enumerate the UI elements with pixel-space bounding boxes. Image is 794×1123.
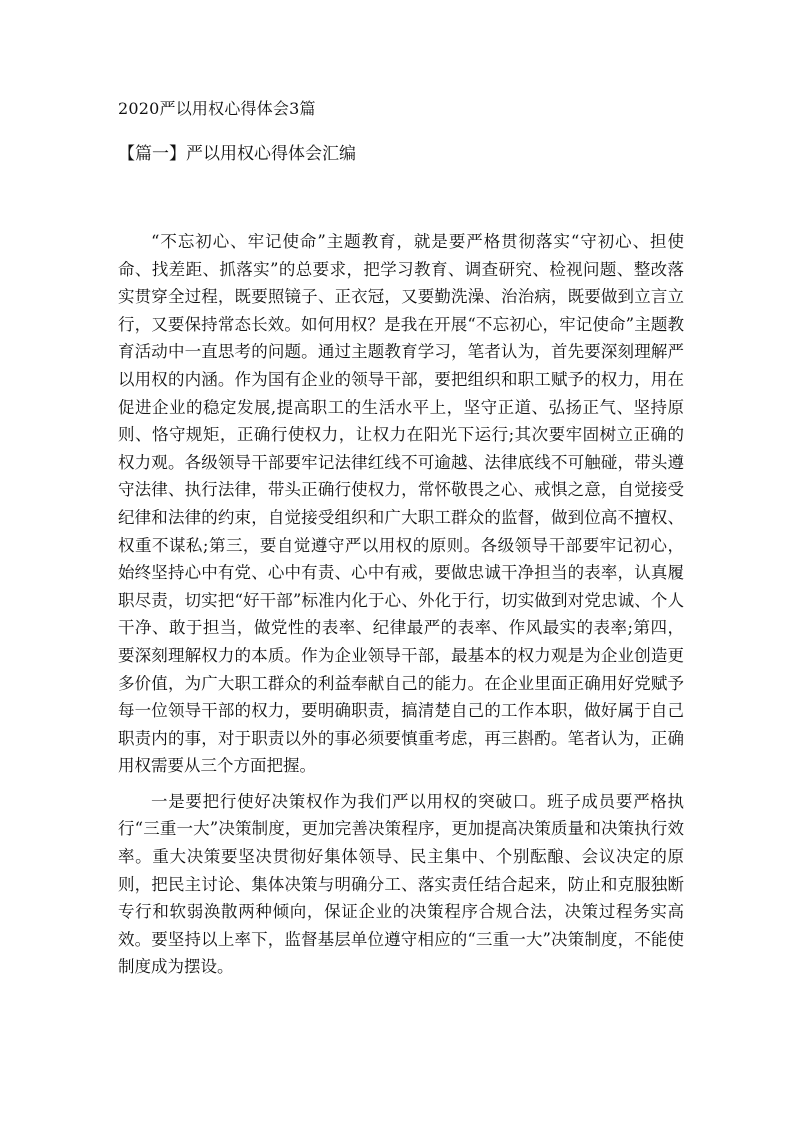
body-paragraph-1: “不忘初心、牢记使命”主题教育，就是要严格贯彻落实“守初心、担使命、找差距、抓落实”的总要求，把学习教育、调查研究、检视问题、整改落实贯穿全过程，既要照镜子、正衣冠，又要勤洗澡、治治病，既要做到立言立行，又要保持常态长效。如何用权？是我在开展“不忘初心，牢记使命”主题教育活动中一直思考的问题。通过主题教育学习，笔者认为，首先要深刻理解严以用权的内涵。作为国有企业的领导干部，要把组织和职工赋予的权力，用在促进企业的稳定发展,提高职工的生活水平上，坚守正道、弘扬正气、坚持原则、恪守规矩，正确行使权力，让权力在阳光下运行;其次要牢固树立正确的权力观。各级领导干部要牢记法律红线不可逾越、法律底线不可触碰，带头遵守法律、执行法律，带头正确行使权力，常怀敬畏之心、戒惧之意，自觉接受纪律和法律的约束，自觉接受组织和广大职工群众的监督，做到位高不擅权、权重不谋私;第三，要自觉遵守严以用权的原则。各级领导干部要牢记初心，始终坚持心中有党、心中有责、心中有戒，要做忠诚干净担当的表率，认真履职尽责，切实把“好干部”标准内化于心、外化于行，切实做到对党忠诚、个人干净、敢于担当，做党性的表率、纪律最严的表率、作风最实的表率;第四，要深刻理解权力的本质。作为企业领导干部，最基本的权力观是为企业创造更多价值，为广大职工群众的利益奉献自己的能力。在企业里面正确用好党赋予每一位领导干部的权力，要明确职责，搞清楚自己的工作本职，做好属于自己职责内的事，对于职责以外的事必须要慎重考虑，再三斟酌。笔者认为，正确用权需要从三个方面把握。 [118, 232, 684, 776]
body-paragraph-2: 一是要把行使好决策权作为我们严以用权的突破口。班子成员要严格执行“三重一大”决策制度，更加完善决策程序，更加提高决策质量和决策执行效率。重大决策要坚决贯彻好集体领导、民主集中、个别酝酿、会议决定的原则，把民主讨论、集体决策与明确分工、落实责任结合起来，防止和克服独断专行和软弱涣散两种倾向，保证企业的决策程序合规合法，决策过程务实高效。要坚持以上率下，监督基层单位遵守相应的“三重一大”决策制度，不能使制度成为摆设。 [118, 791, 684, 977]
document-body [118, 228, 684, 981]
section-heading: 【篇一】严以用权心得体会汇编 [118, 144, 356, 164]
document-title: 2020严以用权心得体会3篇 [118, 99, 316, 118]
